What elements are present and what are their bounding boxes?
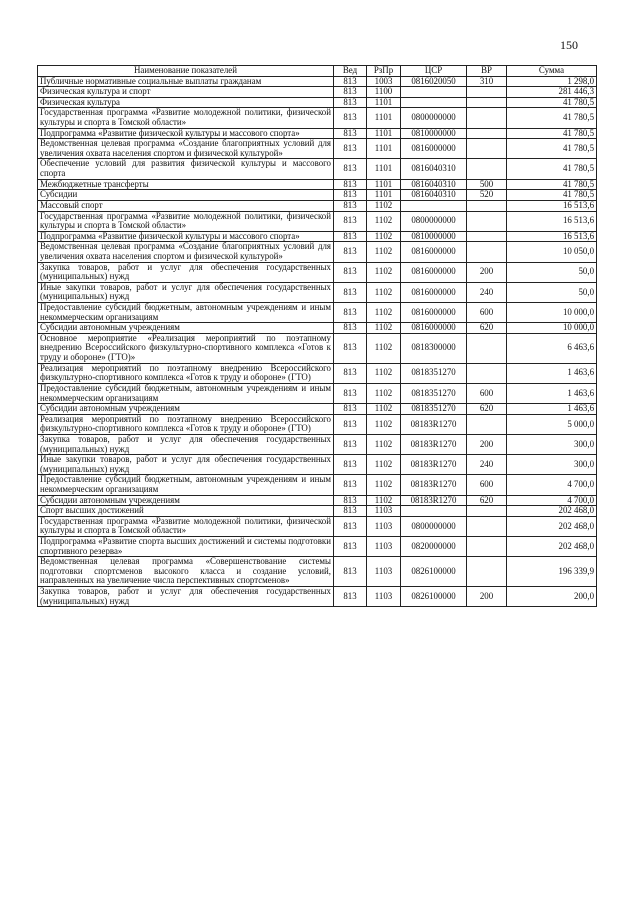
table-row [38, 495, 597, 506]
cell-sum: 202 468,0 [507, 506, 597, 517]
cell-csr: 08183R1270 [401, 434, 467, 454]
table-row [38, 404, 597, 415]
cell-sum: 6 463,6 [507, 333, 597, 363]
table-row [38, 97, 597, 108]
cell-vr [467, 139, 507, 159]
cell-rzpr: 1102 [367, 211, 401, 231]
cell-vr [467, 87, 507, 98]
cell-rzpr: 1102 [367, 363, 401, 383]
cell-name: Подпрограмма «Развитие физической культуры и массового спорта» [38, 231, 334, 242]
cell-sum: 300,0 [507, 455, 597, 475]
cell-ved: 813 [334, 87, 367, 98]
cell-sum: 10 050,0 [507, 242, 597, 262]
cell-name: Публичные нормативные социальные выплаты гражданам [38, 76, 334, 87]
cell-rzpr: 1103 [367, 557, 401, 587]
cell-name: Закупка товаров, работ и услуг для обеспечения государственных (муниципальных) нужд [38, 434, 334, 454]
cell-csr: 0816000000 [401, 262, 467, 282]
cell-vr: 200 [467, 262, 507, 282]
cell-name: Государственная программа «Развитие молодежной политики, физической культуры и спорта в Томской области» [38, 516, 334, 536]
cell-csr: 0816040310 [401, 179, 467, 190]
cell-vr [467, 200, 507, 211]
cell-csr: 0818351270 [401, 383, 467, 403]
cell-sum: 1 463,6 [507, 363, 597, 383]
cell-rzpr: 1103 [367, 506, 401, 517]
cell-vr [467, 242, 507, 262]
cell-sum: 41 780,5 [507, 128, 597, 139]
cell-rzpr: 1102 [367, 383, 401, 403]
cell-ved: 813 [334, 108, 367, 128]
table-row [38, 455, 597, 475]
table-row [38, 108, 597, 128]
header-rzpr: РзПр [367, 66, 401, 77]
cell-rzpr: 1101 [367, 159, 401, 179]
header-csr: ЦСР [401, 66, 467, 77]
cell-vr: 600 [467, 303, 507, 323]
cell-ved: 813 [334, 404, 367, 415]
cell-csr: 08183R1270 [401, 475, 467, 495]
cell-vr: 600 [467, 475, 507, 495]
cell-csr: 08183R1270 [401, 495, 467, 506]
cell-ved: 813 [334, 128, 367, 139]
cell-name: Закупка товаров, работ и услуг для обеспечения государственных (муниципальных) нужд [38, 587, 334, 607]
cell-name: Реализация мероприятий по поэтапному внедрению Всероссийского физкультурно-спортивного комплекса «Готов к труду и обороне» (ГТО) [38, 414, 334, 434]
cell-sum: 300,0 [507, 434, 597, 454]
cell-ved: 813 [334, 333, 367, 363]
cell-ved: 813 [334, 587, 367, 607]
cell-rzpr: 1102 [367, 495, 401, 506]
cell-name: Межбюджетные трансферты [38, 179, 334, 190]
cell-rzpr: 1101 [367, 179, 401, 190]
cell-csr: 0826100000 [401, 557, 467, 587]
cell-rzpr: 1103 [367, 537, 401, 557]
header-vr: ВР [467, 66, 507, 77]
header-sum: Сумма [507, 66, 597, 77]
cell-vr: 200 [467, 434, 507, 454]
cell-sum: 202 468,0 [507, 516, 597, 536]
cell-ved: 813 [334, 537, 367, 557]
cell-name: Физическая культура и спорт [38, 87, 334, 98]
cell-sum: 41 780,5 [507, 139, 597, 159]
cell-vr: 240 [467, 455, 507, 475]
cell-sum: 202 468,0 [507, 537, 597, 557]
table-row [38, 475, 597, 495]
cell-rzpr: 1100 [367, 87, 401, 98]
cell-csr: 0816020050 [401, 76, 467, 87]
cell-csr: 0818351270 [401, 363, 467, 383]
cell-rzpr: 1102 [367, 282, 401, 302]
table-row [38, 587, 597, 607]
cell-ved: 813 [334, 231, 367, 242]
cell-rzpr: 1003 [367, 76, 401, 87]
cell-name: Подпрограмма «Развитие физической культуры и массового спорта» [38, 128, 334, 139]
cell-sum: 16 513,6 [507, 200, 597, 211]
cell-sum: 1 298,0 [507, 76, 597, 87]
table-row [38, 179, 597, 190]
table-row [38, 87, 597, 98]
cell-vr: 620 [467, 404, 507, 415]
cell-csr: 0820000000 [401, 537, 467, 557]
cell-rzpr: 1103 [367, 587, 401, 607]
cell-csr: 08183R1270 [401, 455, 467, 475]
cell-ved: 813 [334, 475, 367, 495]
cell-rzpr: 1102 [367, 333, 401, 363]
cell-name: Субсидии автономным учреждениям [38, 404, 334, 415]
table-row [38, 139, 597, 159]
cell-rzpr: 1102 [367, 303, 401, 323]
table-row [38, 76, 597, 87]
cell-rzpr: 1101 [367, 190, 401, 201]
cell-csr: 0810000000 [401, 128, 467, 139]
cell-ved: 813 [334, 242, 367, 262]
cell-ved: 813 [334, 190, 367, 201]
cell-ved: 813 [334, 282, 367, 302]
table-row [38, 159, 597, 179]
cell-ved: 813 [334, 211, 367, 231]
cell-vr [467, 128, 507, 139]
cell-ved: 813 [334, 455, 367, 475]
cell-ved: 813 [334, 139, 367, 159]
cell-sum: 4 700,0 [507, 495, 597, 506]
cell-vr: 310 [467, 76, 507, 87]
cell-sum: 1 463,6 [507, 404, 597, 415]
cell-csr [401, 506, 467, 517]
cell-sum: 41 780,5 [507, 108, 597, 128]
cell-rzpr: 1102 [367, 323, 401, 334]
table-row [38, 211, 597, 231]
table-row [38, 190, 597, 201]
cell-ved: 813 [334, 557, 367, 587]
cell-ved: 813 [334, 495, 367, 506]
cell-csr: 0800000000 [401, 516, 467, 536]
cell-rzpr: 1102 [367, 414, 401, 434]
cell-sum: 200,0 [507, 587, 597, 607]
cell-name: Обеспечение условий для развития физической культуры и массового спорта [38, 159, 334, 179]
table-row [38, 434, 597, 454]
cell-ved: 813 [334, 179, 367, 190]
cell-csr: 0816000000 [401, 282, 467, 302]
cell-ved: 813 [334, 434, 367, 454]
cell-ved: 813 [334, 506, 367, 517]
cell-name: Закупка товаров, работ и услуг для обеспечения государственных (муниципальных) нужд [38, 262, 334, 282]
cell-csr [401, 87, 467, 98]
cell-rzpr: 1102 [367, 242, 401, 262]
cell-name: Предоставление субсидий бюджетным, автономным учреждениям и иным некоммерческим организациям [38, 303, 334, 323]
cell-csr: 0816000000 [401, 303, 467, 323]
cell-vr: 600 [467, 383, 507, 403]
cell-ved: 813 [334, 303, 367, 323]
cell-name: Ведомственная целевая программа «Совершенствование системы подготовки спортсменов высокого класса и создание условий, направленных на увеличение числа перспективных спортсменов» [38, 557, 334, 587]
cell-name: Иные закупки товаров, работ и услуг для обеспечения государственных (муниципальных) нужд [38, 455, 334, 475]
cell-csr: 0826100000 [401, 587, 467, 607]
cell-sum: 50,0 [507, 282, 597, 302]
cell-csr: 0816040310 [401, 159, 467, 179]
cell-vr: 520 [467, 190, 507, 201]
cell-vr [467, 557, 507, 587]
cell-rzpr: 1101 [367, 97, 401, 108]
table-row [38, 231, 597, 242]
cell-name: Спорт высших достижений [38, 506, 334, 517]
table-row [38, 242, 597, 262]
cell-csr: 0800000000 [401, 108, 467, 128]
cell-sum: 41 780,5 [507, 97, 597, 108]
cell-csr [401, 97, 467, 108]
cell-csr: 0810000000 [401, 231, 467, 242]
cell-sum: 16 513,6 [507, 211, 597, 231]
cell-ved: 813 [334, 262, 367, 282]
cell-rzpr: 1102 [367, 200, 401, 211]
cell-ved: 813 [334, 516, 367, 536]
cell-vr [467, 363, 507, 383]
cell-sum: 41 780,5 [507, 159, 597, 179]
header-ved: Вед [334, 66, 367, 77]
cell-csr: 0816000000 [401, 242, 467, 262]
table-row [38, 128, 597, 139]
cell-sum: 1 463,6 [507, 383, 597, 403]
cell-name: Ведомственная целевая программа «Создание благоприятных условий для увеличения охвата населения спортом и физической культурой» [38, 242, 334, 262]
table-row [38, 333, 597, 363]
table-row [38, 537, 597, 557]
cell-name: Субсидии [38, 190, 334, 201]
table-row [38, 262, 597, 282]
cell-ved: 813 [334, 363, 367, 383]
cell-rzpr: 1103 [367, 516, 401, 536]
cell-sum: 10 000,0 [507, 323, 597, 334]
table-row [38, 323, 597, 334]
cell-name: Ведомственная целевая программа «Создание благоприятных условий для увеличения охвата населения спортом и физической культурой» [38, 139, 334, 159]
cell-vr: 620 [467, 495, 507, 506]
cell-vr [467, 211, 507, 231]
cell-rzpr: 1102 [367, 231, 401, 242]
cell-name: Государственная программа «Развитие молодежной политики, физической культуры и спорта в Томской области» [38, 211, 334, 231]
cell-sum: 41 780,5 [507, 179, 597, 190]
cell-csr: 0816040310 [401, 190, 467, 201]
cell-vr: 620 [467, 323, 507, 334]
cell-name: Основное мероприятие «Реализация мероприятий по поэтапному внедрению Всероссийского физкультурно-спортивного комплекса «Готов к труду и обороне» (ГТО)» [38, 333, 334, 363]
table-row [38, 414, 597, 434]
cell-name: Субсидии автономным учреждениям [38, 495, 334, 506]
cell-sum: 5 000,0 [507, 414, 597, 434]
cell-rzpr: 1101 [367, 139, 401, 159]
table-row [38, 516, 597, 536]
budget-table [37, 65, 597, 607]
cell-rzpr: 1102 [367, 262, 401, 282]
cell-ved: 813 [334, 323, 367, 334]
table-header-row [38, 66, 597, 77]
cell-vr [467, 108, 507, 128]
cell-vr [467, 159, 507, 179]
cell-rzpr: 1101 [367, 128, 401, 139]
cell-csr: 0816000000 [401, 139, 467, 159]
cell-ved: 813 [334, 97, 367, 108]
cell-csr: 0818300000 [401, 333, 467, 363]
cell-vr [467, 537, 507, 557]
cell-csr: 0816000000 [401, 323, 467, 334]
cell-vr: 200 [467, 587, 507, 607]
page-number: 150 [560, 38, 578, 52]
cell-rzpr: 1102 [367, 434, 401, 454]
cell-csr: 0818351270 [401, 404, 467, 415]
table-row [38, 282, 597, 302]
cell-name: Государственная программа «Развитие молодежной политики, физической культуры и спорта в Томской области» [38, 108, 334, 128]
cell-vr [467, 516, 507, 536]
cell-ved: 813 [334, 159, 367, 179]
cell-name: Массовый спорт [38, 200, 334, 211]
cell-name: Субсидии автономным учреждениям [38, 323, 334, 334]
cell-rzpr: 1102 [367, 455, 401, 475]
cell-vr [467, 97, 507, 108]
cell-sum: 16 513,6 [507, 231, 597, 242]
cell-sum: 281 446,3 [507, 87, 597, 98]
table-row [38, 557, 597, 587]
cell-sum: 4 700,0 [507, 475, 597, 495]
cell-ved: 813 [334, 414, 367, 434]
cell-ved: 813 [334, 383, 367, 403]
cell-rzpr: 1101 [367, 108, 401, 128]
cell-vr [467, 333, 507, 363]
cell-csr: 0800000000 [401, 211, 467, 231]
cell-vr: 500 [467, 179, 507, 190]
cell-name: Предоставление субсидий бюджетным, автономным учреждениям и иным некоммерческим организациям [38, 383, 334, 403]
cell-name: Реализация мероприятий по поэтапному внедрению Всероссийского физкультурно-спортивного комплекса «Готов к труду и обороне» (ГТО) [38, 363, 334, 383]
cell-csr: 08183R1270 [401, 414, 467, 434]
table-row [38, 303, 597, 323]
table-row [38, 200, 597, 211]
cell-vr [467, 506, 507, 517]
table-row [38, 506, 597, 517]
cell-csr [401, 200, 467, 211]
cell-sum: 50,0 [507, 262, 597, 282]
cell-ved: 813 [334, 200, 367, 211]
header-name: Наименование показателей [38, 66, 334, 77]
table-row [38, 383, 597, 403]
cell-rzpr: 1102 [367, 404, 401, 415]
cell-sum: 10 000,0 [507, 303, 597, 323]
cell-name: Подпрограмма «Развитие спорта высших достижений и системы подготовки спортивного резерва» [38, 537, 334, 557]
cell-vr [467, 414, 507, 434]
cell-sum: 196 339,9 [507, 557, 597, 587]
cell-vr: 240 [467, 282, 507, 302]
cell-name: Физическая культура [38, 97, 334, 108]
cell-name: Иные закупки товаров, работ и услуг для обеспечения государственных (муниципальных) нужд [38, 282, 334, 302]
cell-sum: 41 780,5 [507, 190, 597, 201]
table-row [38, 363, 597, 383]
cell-ved: 813 [334, 76, 367, 87]
cell-vr [467, 231, 507, 242]
cell-rzpr: 1102 [367, 475, 401, 495]
cell-name: Предоставление субсидий бюджетным, автономным учреждениям и иным некоммерческим организациям [38, 475, 334, 495]
